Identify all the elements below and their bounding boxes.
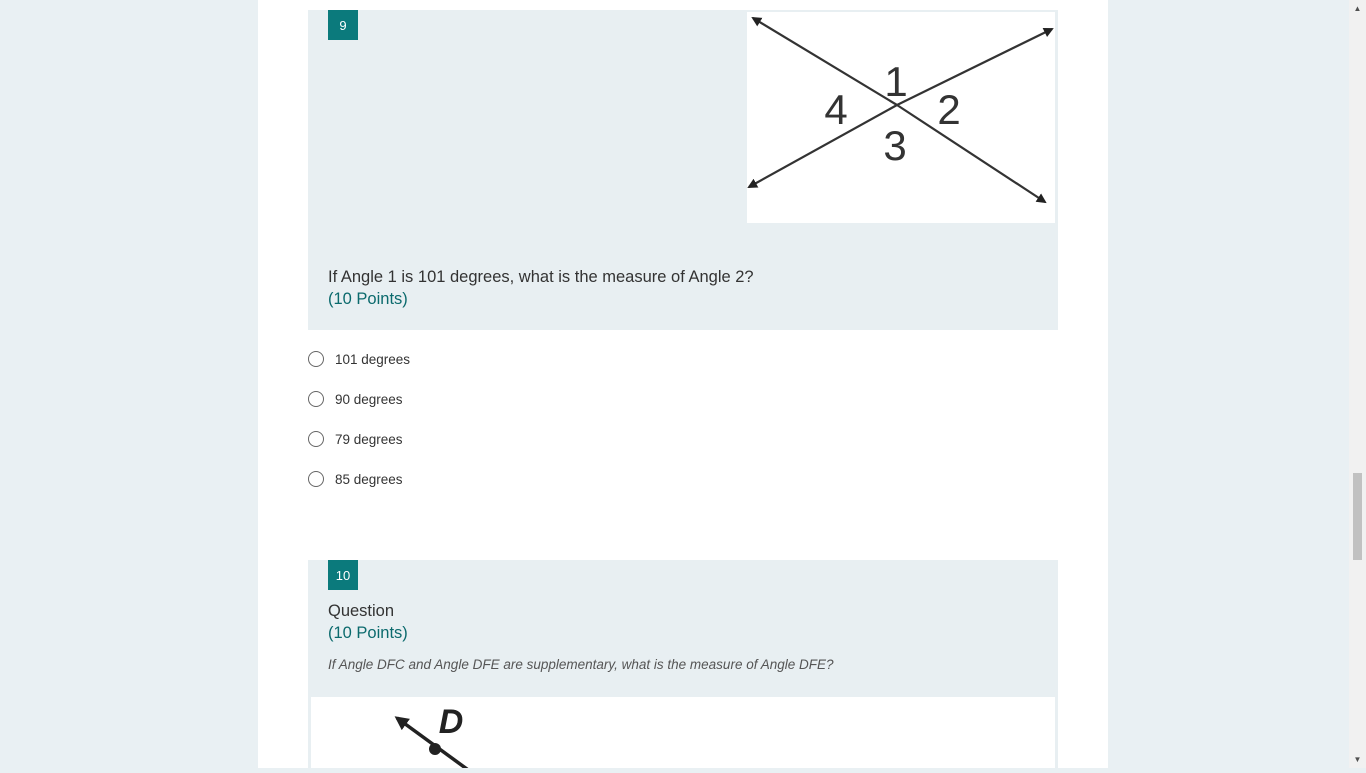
option-label: 79 degrees [335,431,403,447]
question-9-header [308,10,1058,330]
question-number-badge: 10 [328,560,358,590]
angle-label-3: 3 [883,122,907,169]
question-number-badge: 9 [328,10,358,40]
option-label: 90 degrees [335,391,403,407]
radio-button[interactable] [308,391,324,407]
angle-label-2: 2 [937,86,961,133]
question-10-points: (10 Points) [328,624,408,642]
intersecting-lines-diagram [747,12,1055,223]
scroll-up-icon[interactable]: ▲ [1353,4,1362,13]
angle-dfe-diagram [311,697,1055,768]
scroll-down-icon[interactable]: ▼ [1353,755,1362,764]
question-10-title: Question [328,602,395,620]
ray-diagram [311,697,1055,768]
option-label: 85 degrees [335,471,403,487]
point-d-dot [429,743,441,755]
option-85-degrees[interactable] [308,471,403,487]
vertical-scrollbar[interactable] [1349,0,1366,768]
question-10-subtitle: If Angle DFC and Angle DFE are supplementary, what is the measure of Angle DFE? [328,657,834,672]
angles-diagram [747,12,1055,223]
question-9-text: If Angle 1 is 101 degrees, what is the measure of Angle 2? [328,268,754,286]
scrollbar-thumb[interactable] [1353,473,1362,560]
option-101-degrees[interactable] [308,351,410,367]
option-79-degrees[interactable] [308,431,403,447]
point-label-d: D [438,703,464,741]
option-90-degrees[interactable] [308,391,403,407]
form-page [258,0,1108,768]
line-down-left [749,105,897,187]
line-up-right [897,29,1052,105]
angle-label-1: 1 [884,58,908,105]
angle-label-4: 4 [824,86,848,133]
radio-button[interactable] [308,351,324,367]
question-9-points: (10 Points) [328,290,408,308]
question-10-header [308,560,1058,768]
line-down-right [897,105,1045,202]
radio-button[interactable] [308,431,324,447]
option-label: 101 degrees [335,351,411,367]
radio-button[interactable] [308,471,324,487]
